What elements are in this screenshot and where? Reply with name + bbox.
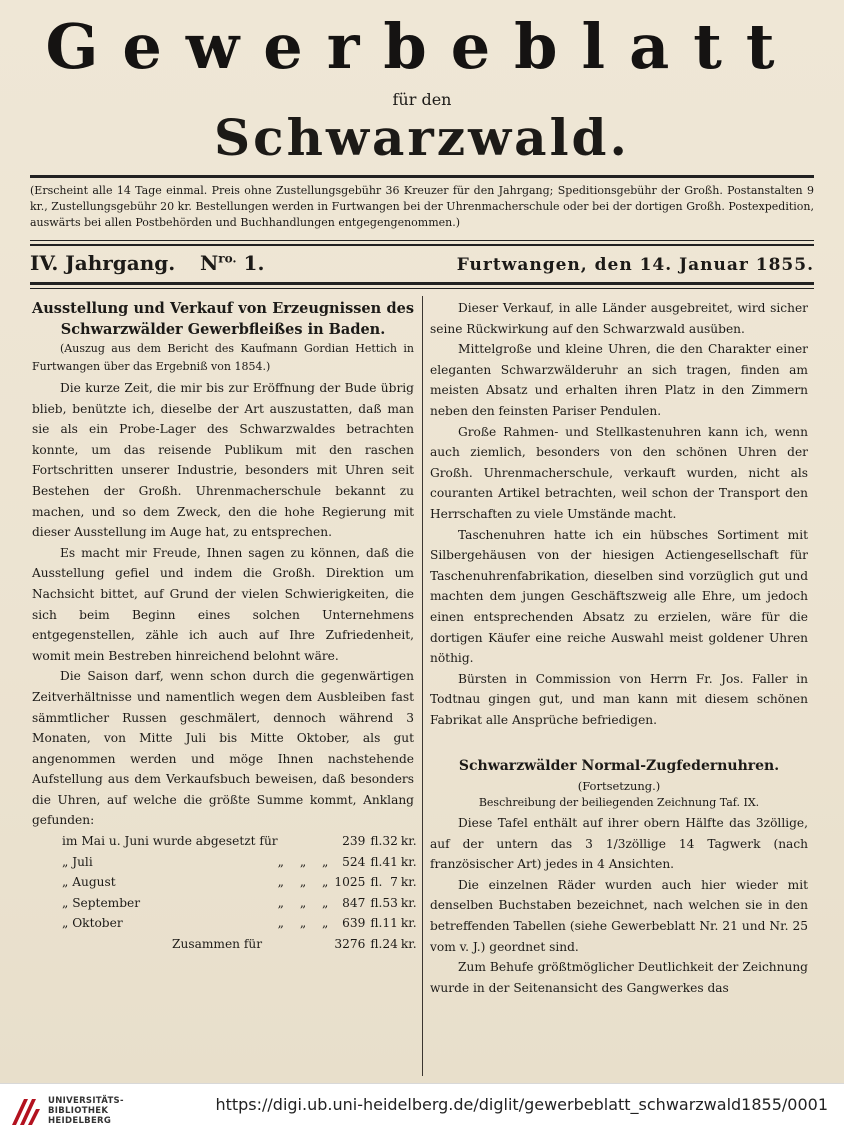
unit-fl: fl.: [370, 854, 383, 869]
issue-number-value: 1.: [243, 251, 265, 275]
total-amount-fl: 3276: [334, 937, 366, 952]
sales-period: „ August: [62, 875, 116, 890]
unit-kr: kr.: [400, 895, 417, 910]
sales-period: „ Juli: [62, 854, 93, 869]
masthead-region: Schwarzwald.: [214, 108, 630, 167]
library-name: [48, 1096, 124, 1126]
masthead-subtitle: für den: [392, 90, 452, 109]
rule-issue-bottom: [30, 282, 814, 285]
article-heading-2: Schwarzwälder Normal-Zugfedernuhren.: [458, 758, 780, 775]
continuation-note: (Fortsetzung.): [577, 779, 661, 794]
rule-issue-bottom-2: [30, 288, 814, 289]
issue-number: [200, 251, 457, 275]
library-name-line: BIBLIOTHEK: [48, 1106, 109, 1116]
sales-table: [32, 831, 417, 955]
table-row: [32, 893, 417, 914]
sales-amount-kr: 41: [382, 854, 398, 869]
issue-number-sup: ro.: [218, 251, 237, 266]
issue-number-label: N: [200, 251, 219, 275]
ditto-marks: „ „ „: [277, 854, 335, 869]
unit-kr: kr.: [400, 875, 417, 890]
sales-amount-fl: 1025: [334, 875, 366, 890]
paragraph: Dieser Verkauf, in alle Länder ausgebreitet, wird sicher seine Rückwirkung auf den Schwarzwald ausüben.: [430, 301, 808, 336]
sales-amount-kr: 7: [390, 875, 398, 890]
sales-amount-kr: 11: [382, 916, 398, 931]
sales-amount-kr: 53: [382, 895, 398, 910]
plate-description: Beschreibung der beiliegenden Zeichnung Taf. IX.: [478, 796, 760, 810]
paragraph: Große Rahmen- und Stellkastenuhren kann ich, wenn auch ziemlich, besonders von den schönen Uhren der Großh. Uhrenmacherschule, verkauft wurden, nicht als couranten Artikel betrachten, weil schon der Transport den Herrschaften zu viele Umstände macht.: [430, 424, 808, 521]
column-divider: [422, 296, 423, 1076]
unit-kr: kr.: [400, 916, 417, 931]
unit-fl: fl.: [370, 937, 383, 952]
rule-notice-bottom: [30, 240, 814, 241]
paragraph: Diese Tafel enthält auf ihrer obern Hälfte das 3zöllige, auf der untern das 3 1/3zöllige 14 Tagwerk (nach französischer Art) jedes in 4 Ansichten.: [430, 816, 808, 872]
sales-amount-kr: 32: [382, 834, 398, 849]
paragraph: Die einzelnen Räder wurden auch hier wieder mit denselben Buchstaben bezeichnet, nach welchen sie in den betreffenden Tabellen (siehe Gewerbeblatt Nr. 21 und Nr. 25 vom v. J.) geordnet sind.: [430, 877, 808, 954]
sales-amount-fl: 639: [342, 916, 366, 931]
right-column: [430, 298, 808, 998]
subscription-notice: (Erscheint alle 14 Tage einmal. Preis ohne Zustellungsgebühr 36 Kreuzer für den Jahrgang; Speditionsgebühr der Großh. Postanstalten 9 kr., Zustellungsgebühr 20 kr. Bestellungen werden in Furtwangen bei der Uhrenmacherschule oder bei der dortigen Großh. Postexpedition, auswärts bei allen Postbehörden und Buchhandlungen entgegengenommen.): [30, 184, 814, 229]
unit-fl: fl.: [370, 834, 383, 849]
paragraph: Zum Behufe größtmöglicher Deutlichkeit der Zeichnung wurde in der Seitenansicht des Gangwerkes das: [430, 960, 808, 995]
table-row-total: [32, 934, 417, 955]
viewer-footer: [0, 1083, 844, 1145]
paragraph: Es macht mir Freude, Ihnen sagen zu können, daß die Ausstellung gefiel und indem die Großh. Direktion um Nachsicht bittet, auf Grund der vielen Schwierigkeiten, die sich beim Beginn eines solchen Unternehmens entgegenstellen, zähle ich auch auf Ihre Zufriedenheit, womit mein Bestreben hinreichend belohnt wäre.: [32, 545, 414, 663]
total-label: Zusammen für: [172, 937, 263, 952]
unit-fl: fl.: [370, 895, 383, 910]
ditto-marks: „ „ „: [277, 895, 335, 910]
sales-amount-fl: 847: [342, 895, 366, 910]
paragraph: Mittelgroße und kleine Uhren, die den Charakter einer eleganten Schwarzwälderuhr an sich tragen, finden am meisten Absatz und erhalten ihren Platz in den Zimmern neben den feinsten Pariser Pendulen.: [430, 342, 808, 418]
library-name-line: HEIDELBERG: [48, 1116, 112, 1126]
sales-period: im Mai u. Juni wurde abgesetzt für: [62, 834, 278, 849]
sales-period: „ September: [62, 895, 141, 910]
table-row: [32, 872, 417, 893]
ditto-marks: [278, 831, 335, 852]
paragraph: Bürsten in Commission von Herrn Fr. Jos. Faller in Todtnau gingen gut, und man kann mit diesem schönen Fabrikat alle Ansprüche befriedigen.: [430, 671, 808, 727]
unit-kr: kr.: [400, 937, 417, 952]
rule-notice-bottom-2: [30, 244, 814, 246]
volume-label: IV. Jahrgang.: [30, 251, 176, 275]
paragraph: Die Saison darf, wenn schon durch die gegenwärtigen Zeitverhältnisse und namentlich wegen dem Ausbleiben fast sämmtlicher Russen geschmälert, dennoch während 3 Monaten, von Mitte Juli bis Mitte Oktober, als gut angenommen werden und möge Ihnen nachstehende Aufstellung aus dem Verkaufsbuch beweisen, daß besonders die Uhren, auf welche die größte Summe kommt, Anklang gefunden:: [32, 669, 414, 828]
article-heading: Ausstellung und Verkauf von Erzeugnissen des Schwarzwälder Gewerbfleißes in Baden.: [32, 300, 414, 338]
table-row: [32, 852, 417, 873]
unit-kr: kr.: [400, 834, 417, 849]
table-row: [32, 831, 417, 852]
article-subnote: (Auszug aus dem Bericht des Kaufmann Gordian Hettich in Furtwangen über das Ergebniß von 1854.): [32, 342, 414, 373]
ditto-marks: „ „ „: [277, 875, 335, 890]
total-amount-kr: 24: [382, 937, 398, 952]
place-date: Furtwangen, den 14. Januar 1855.: [456, 255, 814, 275]
unit-fl: fl.: [370, 875, 383, 890]
table-row: [32, 913, 417, 934]
left-column: [32, 298, 417, 955]
issue-line: [30, 251, 814, 275]
ditto-marks: „ „ „: [277, 916, 335, 931]
rule-top: [30, 175, 814, 178]
library-name-line: UNIVERSITÄTS-: [48, 1096, 124, 1106]
library-logo-icon: [10, 1095, 42, 1127]
sales-period: „ Oktober: [62, 916, 123, 931]
paragraph: Die kurze Zeit, die mir bis zur Eröffnung der Bude übrig blieb, benützte ich, dieselbe der Art auszustatten, daß man sie als ein Probe-Lager des Schwarzwaldes betrachten konnte, um das reisende Publikum mit den raschen Fortschritten unserer Industrie, besonders mit Uhren seit Bestehen der Großh. Uhrenmacherschule bekannt zu machen, und so dem Zweck, den die hohe Regierung mit dieser Ausstellung im Auge hat, zu entsprechen.: [32, 381, 414, 540]
masthead-title: Gewerbeblatt: [45, 10, 799, 83]
sales-amount-fl: 524: [342, 854, 366, 869]
paragraph: Taschenuhren hatte ich ein hübsches Sortiment mit Silbergehäusen von der hiesigen Actiengesellschaft für Taschenuhrenfabrikation, dieselben sind vorzüglich gut und machten dem jungen Geschäftszweig alle Ehre, um jedoch einen entsprechenden Absatz zu erzielen, wäre für die dortigen Käufer eine reiche Auswahl meist goldener Uhren nöthig.: [430, 527, 808, 666]
sales-amount-fl: 239: [342, 834, 366, 849]
unit-fl: fl.: [370, 916, 383, 931]
permalink[interactable]: https://digi.ub.uni-heidelberg.de/diglit/gewerbeblatt_schwarzwald1855/0001: [215, 1095, 828, 1114]
unit-kr: kr.: [400, 854, 417, 869]
